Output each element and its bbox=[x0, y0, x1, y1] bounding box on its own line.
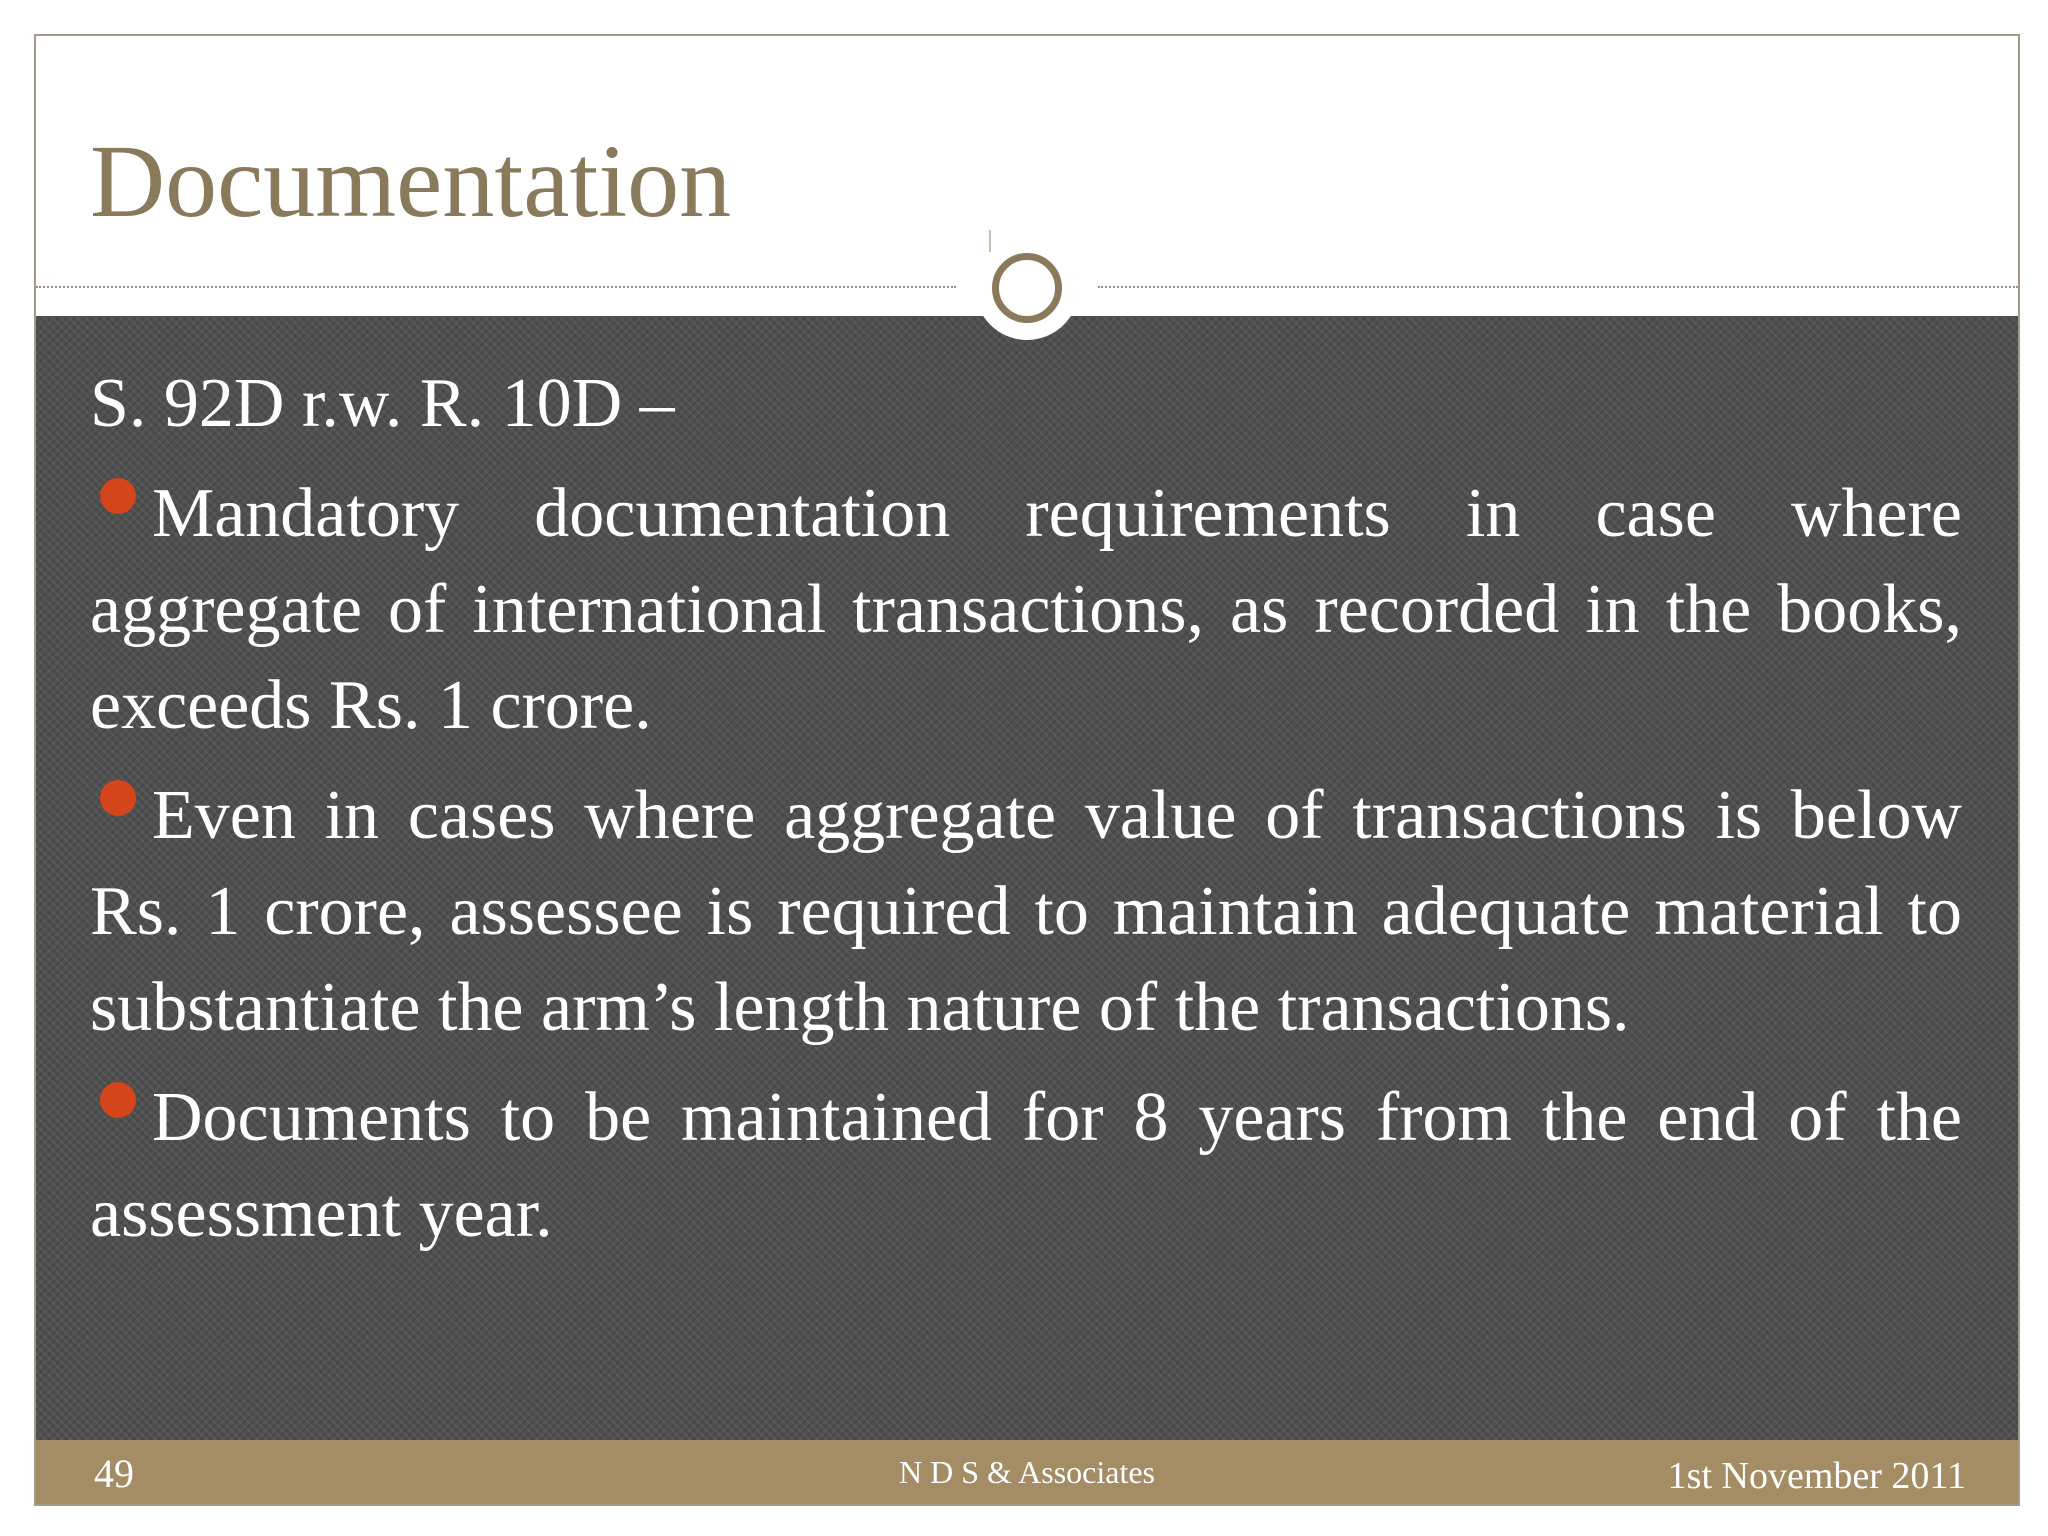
presentation-date: 1st November 2011 bbox=[1667, 1455, 1966, 1497]
bullet-dot-icon bbox=[100, 780, 136, 816]
header-divider-right bbox=[1098, 286, 2018, 288]
slide-number: 49 bbox=[94, 1451, 134, 1496]
bullet-dot-icon bbox=[100, 1082, 136, 1118]
ornament-tick bbox=[989, 230, 991, 252]
bullet-item bbox=[90, 466, 1962, 754]
section-reference: S. 92D r.w. R. 10D – bbox=[90, 365, 675, 442]
bullet-item bbox=[90, 768, 1962, 1056]
bullet-text: Mandatory documentation requirements in case where aggregate of international transactions, as recorded in the books, exceeds Rs. 1 crore. bbox=[90, 475, 1962, 744]
slide-title: Documentation bbox=[90, 124, 732, 239]
company-name: N D S & Associates bbox=[899, 1454, 1155, 1490]
slide bbox=[34, 34, 2020, 1506]
slide-body bbox=[90, 356, 1962, 1276]
bullet-text: Documents to be maintained for 8 years from the end of the assessment year. bbox=[90, 1079, 1962, 1252]
bullet-item bbox=[90, 1070, 1962, 1262]
bullet-dot-icon bbox=[100, 478, 136, 514]
header-divider-left bbox=[36, 286, 956, 288]
slide-footer bbox=[36, 1440, 2018, 1504]
bullet-text: Even in cases where aggregate value of transactions is below Rs. 1 crore, assessee is required to maintain adequate material to substantiate the arm’s length nature of the transactions. bbox=[90, 777, 1962, 1046]
